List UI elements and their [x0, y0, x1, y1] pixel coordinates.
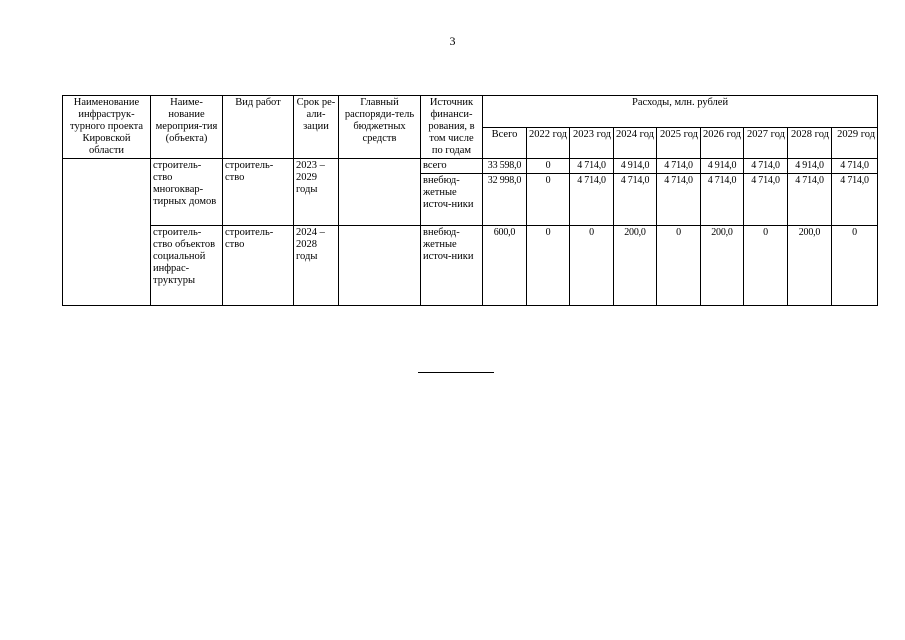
event-cell: строитель-ство объектов социальной инфрас-труктуры: [151, 226, 223, 306]
header-year: 2022 год: [527, 127, 570, 159]
table-row: [63, 226, 878, 306]
value-cell: 0: [527, 174, 570, 226]
source-cell: всего: [421, 159, 483, 174]
value-cell: 4 914,0: [614, 159, 657, 174]
manager-cell: [339, 159, 421, 226]
value-cell: 0: [657, 226, 701, 306]
budget-table: [62, 95, 878, 306]
header-year: 2028 год: [788, 127, 832, 159]
total-cell: 600,0: [483, 226, 527, 306]
header-year: 2025 год: [657, 127, 701, 159]
page-number: 3: [449, 34, 456, 48]
period-cell: 2023 – 2029 годы: [294, 159, 339, 226]
total-cell: 32 998,0: [483, 174, 527, 226]
total-cell: 33 598,0: [483, 159, 527, 174]
value-cell: 0: [527, 226, 570, 306]
project-name-cell: [63, 159, 151, 306]
work-type-cell: строитель-ство: [223, 226, 294, 306]
header-year: 2023 год: [570, 127, 614, 159]
header-row: [63, 96, 878, 128]
header-source: Источник финанси-рования, в том числе по годам: [421, 96, 483, 159]
value-cell: 4 914,0: [701, 159, 744, 174]
event-cell: строитель-ство многоквар-тирных домов: [151, 159, 223, 226]
period-cell: 2024 – 2028 годы: [294, 226, 339, 306]
value-cell: 200,0: [614, 226, 657, 306]
value-cell: 0: [570, 226, 614, 306]
value-cell: 4 914,0: [788, 159, 832, 174]
value-cell: 4 714,0: [744, 159, 788, 174]
header-period: Срок ре-али-зации: [294, 96, 339, 159]
value-cell: 4 714,0: [744, 174, 788, 226]
source-cell: внебюд-жетные источ-ники: [421, 226, 483, 306]
value-cell: 0: [527, 159, 570, 174]
value-cell: 200,0: [788, 226, 832, 306]
value-cell: 4 714,0: [657, 159, 701, 174]
value-cell: 0: [832, 226, 878, 306]
value-cell: 4 714,0: [570, 174, 614, 226]
value-cell: 4 714,0: [832, 174, 878, 226]
header-year: 2029 год: [832, 127, 878, 159]
header-year: 2027 год: [744, 127, 788, 159]
header-work-type: Вид работ: [223, 96, 294, 159]
header-year: 2026 год: [701, 127, 744, 159]
value-cell: 4 714,0: [614, 174, 657, 226]
header-project: Наименование инфраструк-турного проекта Кировской области: [63, 96, 151, 159]
value-cell: 0: [744, 226, 788, 306]
table-row: [63, 159, 878, 174]
header-event: Наиме-нование мероприя-тия (объекта): [151, 96, 223, 159]
header-expenses: Расходы, млн. рублей: [483, 96, 878, 128]
value-cell: 200,0: [701, 226, 744, 306]
value-cell: 4 714,0: [788, 174, 832, 226]
work-type-cell: строитель-ство: [223, 159, 294, 226]
source-cell: внебюд-жетные источ-ники: [421, 174, 483, 226]
value-cell: 4 714,0: [701, 174, 744, 226]
header-total: Всего: [483, 127, 527, 159]
value-cell: 4 714,0: [657, 174, 701, 226]
header-manager: Главный распоряди-тель бюджетных средств: [339, 96, 421, 159]
value-cell: 4 714,0: [570, 159, 614, 174]
header-year: 2024 год: [614, 127, 657, 159]
manager-cell: [339, 226, 421, 306]
end-divider: [418, 372, 494, 373]
value-cell: 4 714,0: [832, 159, 878, 174]
